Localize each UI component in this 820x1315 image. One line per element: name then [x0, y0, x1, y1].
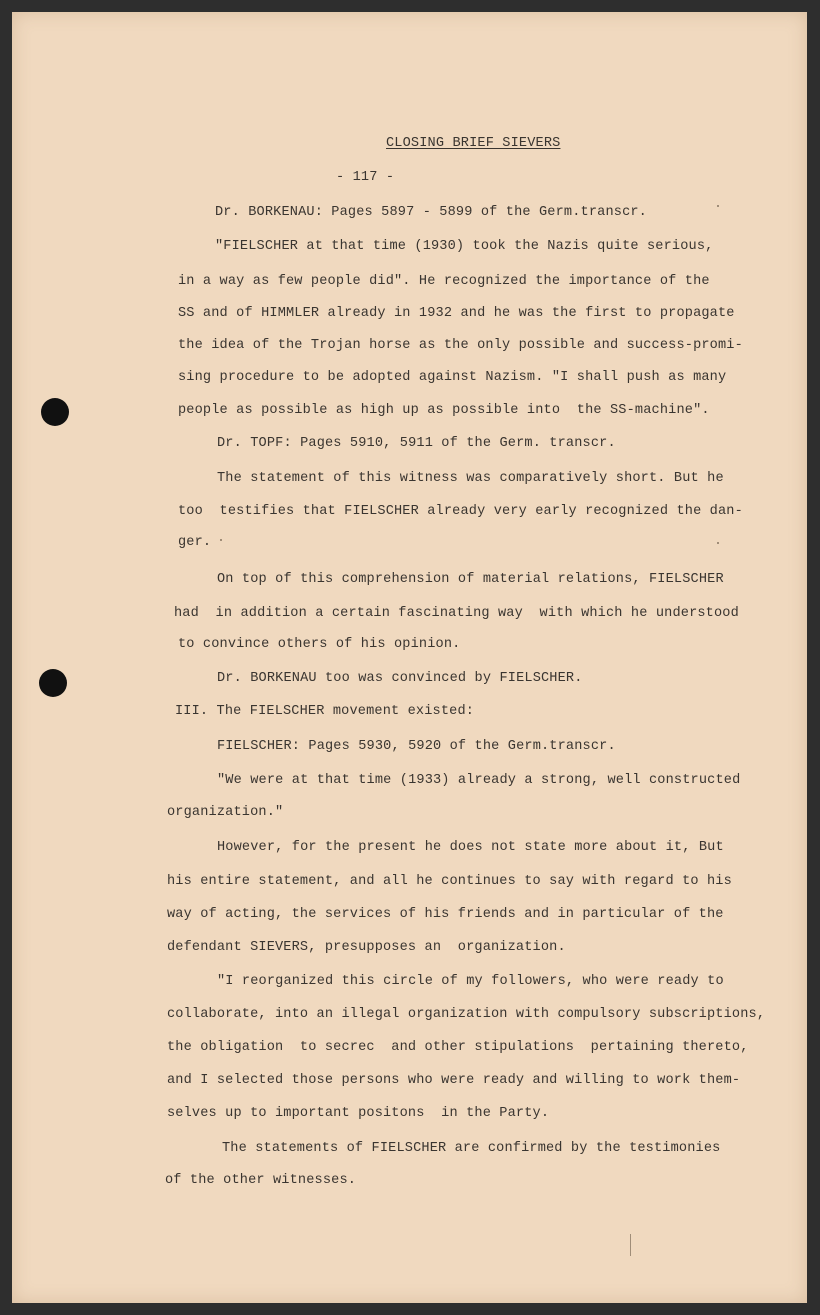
text-line: too testifies that FIELSCHER already very early recognized the dan-: [178, 504, 743, 519]
text-line: had in addition a certain fascinating way with which he understood: [174, 606, 739, 621]
text-line: Dr. BORKENAU too was convinced by FIELSCHER.: [217, 671, 583, 686]
text-line: the idea of the Trojan horse as the only possible and success-promi-: [178, 338, 743, 353]
text-line: However, for the present he does not state more about it, But: [217, 840, 724, 855]
text-line: sing procedure to be adopted against Nazism. "I shall push as many: [178, 370, 727, 385]
text-line: defendant SIEVERS, presupposes an organization.: [167, 940, 566, 955]
punch-hole-bottom: [39, 669, 67, 697]
text-line: people as possible as high up as possible into the SS-machine".: [178, 403, 710, 418]
text-line: The statement of this witness was comparatively short. But he: [217, 471, 724, 486]
page-number: - 117 -: [336, 170, 395, 185]
text-line: On top of this comprehension of material relations, FIELSCHER: [217, 572, 724, 587]
text-line: "FIELSCHER at that time (1930) took the Nazis quite serious,: [215, 239, 714, 254]
punch-hole-top: [41, 398, 69, 426]
text-line: way of acting, the services of his friends and in particular of the: [167, 907, 724, 922]
text-line: the obligation to secrec and other stipulations pertaining thereto,: [167, 1040, 749, 1055]
document-header: CLOSING BRIEF SIEVERS: [386, 136, 561, 151]
text-line: The statements of FIELSCHER are confirmed by the testimonies: [222, 1141, 721, 1156]
text-line: Dr. TOPF: Pages 5910, 5911 of the Germ. transcr.: [217, 436, 616, 451]
text-line: "I reorganized this circle of my followers, who were ready to: [217, 974, 724, 989]
text-line: collaborate, into an illegal organization with compulsory subscriptions,: [167, 1007, 766, 1022]
text-line: "We were at that time (1933) already a strong, well constructed: [217, 773, 741, 788]
text-line: in a way as few people did". He recognized the importance of the: [178, 274, 710, 289]
text-line: his entire statement, and all he continues to say with regard to his: [167, 874, 732, 889]
text-line: FIELSCHER: Pages 5930, 5920 of the Germ.transcr.: [217, 739, 616, 754]
text-line: to convince others of his opinion.: [178, 637, 461, 652]
paper-speck: [630, 1234, 631, 1256]
text-line: and I selected those persons who were ready and willing to work them-: [167, 1073, 741, 1088]
text-line: SS and of HIMMLER already in 1932 and he was the first to propagate: [178, 306, 735, 321]
text-line: Dr. BORKENAU: Pages 5897 - 5899 of the Germ.transcr.: [215, 205, 647, 220]
paper-speck: [220, 539, 222, 541]
paper-speck: [717, 205, 719, 207]
paper-speck: [717, 542, 719, 544]
document-page: [12, 12, 807, 1303]
text-line: ger.: [178, 535, 212, 550]
text-line: organization.": [167, 805, 284, 820]
text-line: of the other witnesses.: [165, 1173, 357, 1188]
section-heading: III. The FIELSCHER movement existed:: [175, 704, 475, 719]
text-line: selves up to important positons in the Party.: [167, 1106, 550, 1121]
